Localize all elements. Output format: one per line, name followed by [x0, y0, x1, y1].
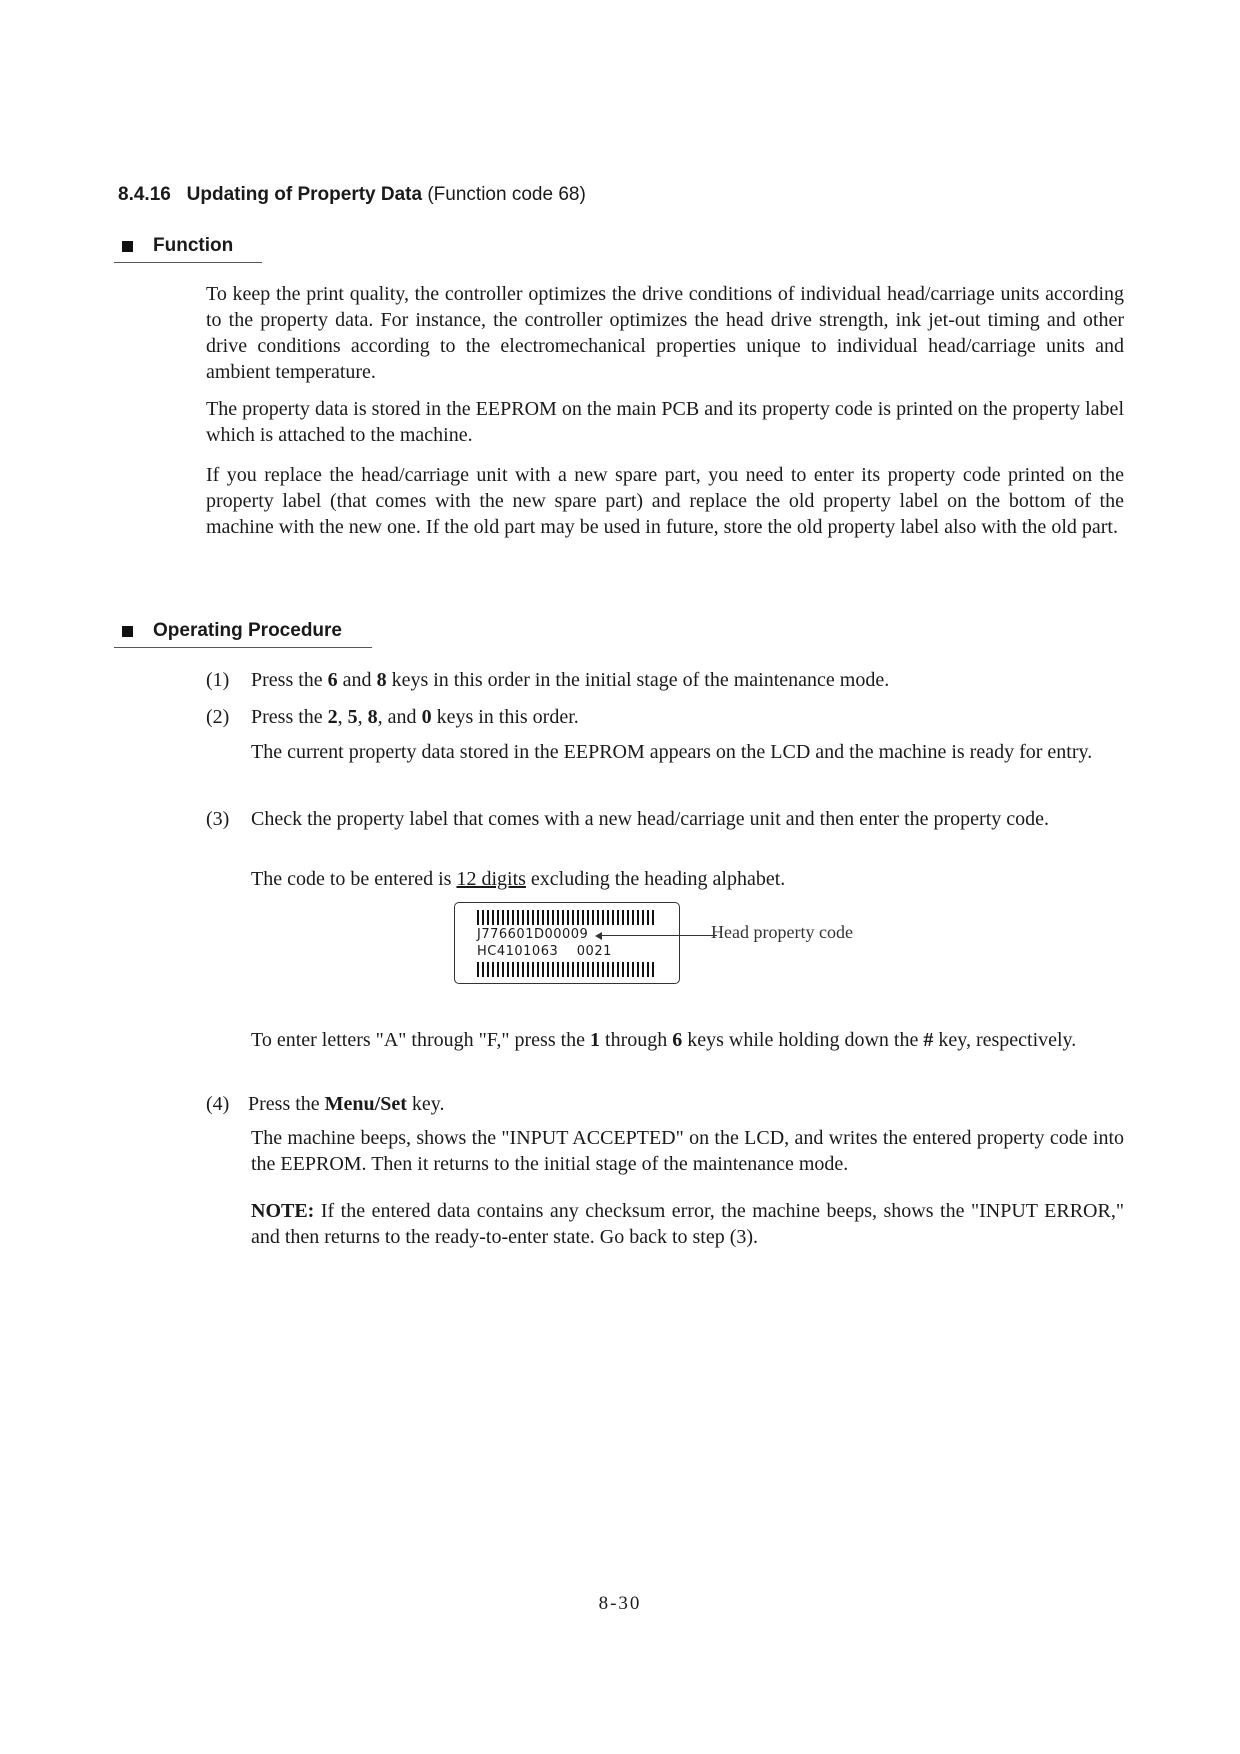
- function-heading: [114, 235, 233, 257]
- step-text: Press the 6 and 8 keys in this order in the initial stage of the maintenance mode.: [251, 669, 890, 691]
- section-name: Updating of Property Data: [186, 184, 423, 205]
- note-label: NOTE:: [251, 1200, 315, 1222]
- procedure-heading: [114, 620, 342, 642]
- step-text: Press the Menu/Set key.: [248, 1093, 445, 1115]
- arrow-left-icon: [595, 932, 602, 940]
- function-paragraph-1: To keep the print quality, the controller optimizes the drive conditions of individual head/carriage units according to the property data. For instance, the controller optimizes the head drive strength, ink jet-out timing and other drive conditions according to the electromechanical properties unique to individual head/carriage units and ambient temperature.: [206, 283, 1124, 383]
- head-property-code-callout: Head property code: [711, 922, 853, 942]
- procedure-heading-label: Operating Procedure: [153, 620, 342, 641]
- heading-underline: [114, 647, 372, 648]
- step-4-detail: The machine beeps, shows the "INPUT ACCEPTED" on the LCD, and writes the entered property code into the EEPROM. Then it returns to the initial stage of the maintenance mode.: [251, 1127, 1124, 1175]
- step-number: (4): [206, 1093, 230, 1115]
- step-3-detail: The code to be entered is 12 digits excluding the heading alphabet.: [251, 868, 786, 890]
- square-bullet-icon: [122, 626, 133, 637]
- function-paragraph-3: If you replace the head/carriage unit with a new spare part, you need to enter its property code printed on the property label (that comes with the new spare part) and replace the old property label on the bottom of the machine with the new one. If the old part may be used in future, store the old property label also with the old part.: [206, 464, 1124, 538]
- property-code-line-1: J776601D00009: [477, 927, 589, 942]
- barcode-icon: [477, 910, 655, 925]
- section-subtitle: (Function code 68): [427, 184, 586, 205]
- function-heading-label: Function: [153, 235, 234, 256]
- step-2-detail: The current property data stored in the EEPROM appears on the LCD and the machine is ready for entry.: [251, 741, 1093, 763]
- step-number: (3): [206, 808, 230, 830]
- barcode-icon: [477, 962, 655, 977]
- property-label: [454, 902, 680, 984]
- callout-line: [600, 935, 717, 936]
- step-4-note: NOTE: If the entered data contains any checksum error, the machine beeps, shows the "INPUT ERROR," and then returns to the ready-to-enter state. Go back to step (3).: [251, 1200, 1124, 1248]
- heading-underline: [114, 262, 262, 263]
- section-number: 8.4.16: [118, 184, 171, 205]
- property-code-line-2: HC4101063 0021: [477, 944, 612, 959]
- function-paragraph-2: The property data is stored in the EEPROM on the main PCB and its property code is printed on the property label which is attached to the machine.: [206, 398, 1124, 446]
- step-3-letter-entry: To enter letters "A" through "F," press the 1 through 6 keys while holding down the # key, respectively.: [251, 1029, 1077, 1051]
- page-number: 8-30: [598, 1593, 642, 1614]
- square-bullet-icon: [122, 241, 133, 252]
- step-text: Check the property label that comes with a new head/carriage unit and then enter the property code.: [251, 808, 1050, 830]
- step-number: (2): [206, 706, 230, 728]
- step-number: (1): [206, 669, 230, 691]
- step-text: Press the 2, 5, 8, and 0 keys in this order.: [251, 706, 579, 728]
- section-title: [118, 184, 586, 206]
